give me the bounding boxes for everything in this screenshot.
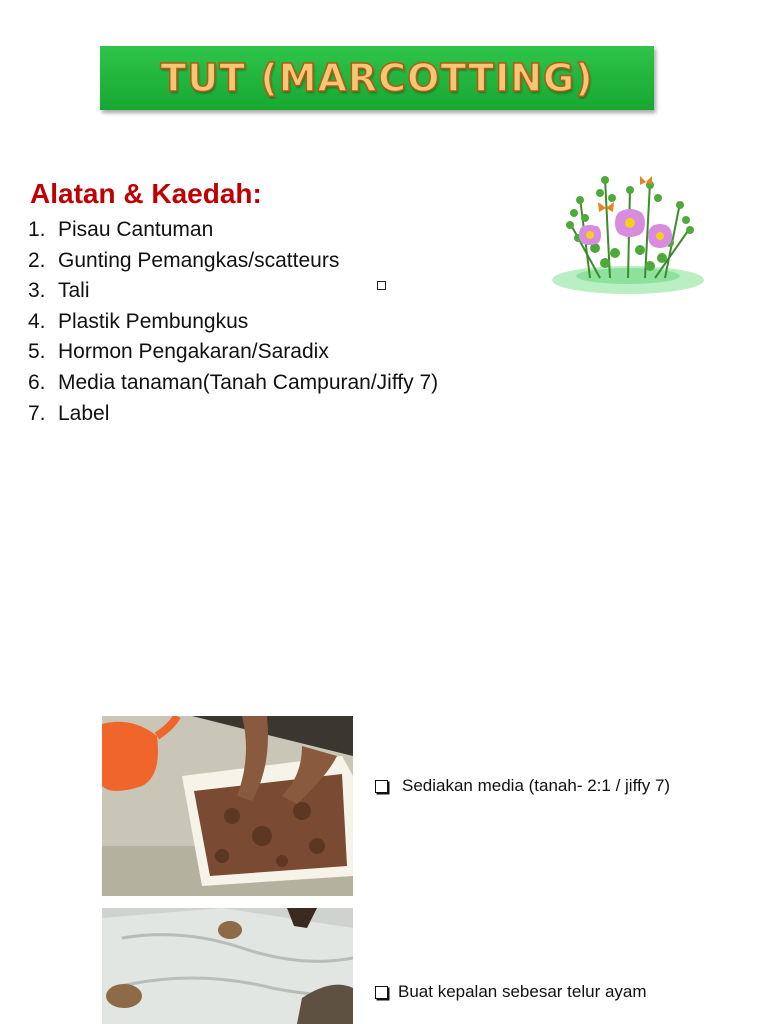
list-item-label: Media tanaman(Tanah Campuran/Jiffy 7) <box>58 370 439 394</box>
list-number: 2. <box>28 248 46 272</box>
list-item <box>28 399 438 430</box>
list-number: 4. <box>28 309 46 333</box>
list-item-label: Plastik Pembungkus <box>58 309 249 333</box>
list-number: 1. <box>28 218 46 241</box>
flower-clipart-image <box>550 168 706 296</box>
list-number: 3. <box>28 279 46 303</box>
checkbox-bullet-icon <box>375 780 388 793</box>
step-text: Buat kepalan sebesar telur ayam <box>398 982 647 1001</box>
list-item <box>28 337 438 368</box>
list-number: 5. <box>28 340 46 364</box>
tool-list <box>28 215 438 429</box>
list-item <box>28 246 438 277</box>
checkbox-bullet-icon <box>375 986 388 999</box>
page-title: TUT (MARCOTTING) <box>160 56 594 100</box>
step-item <box>375 982 647 1002</box>
list-item-label: Hormon Pengakaran/Saradix <box>58 340 329 364</box>
list-item-label: Label <box>58 401 110 425</box>
list-item <box>28 368 438 399</box>
list-number: 7. <box>28 401 46 425</box>
placeholder-square-icon <box>377 281 386 290</box>
list-number: 6. <box>28 370 46 394</box>
list-item-label: Pisau Cantuman <box>58 218 214 241</box>
list-item <box>28 307 438 338</box>
list-item-label: Tali <box>58 279 90 303</box>
list-item <box>28 215 438 246</box>
title-banner <box>100 46 654 110</box>
list-item-label: Gunting Pemangkas/scatteurs <box>58 248 340 272</box>
section-heading: Alatan & Kaedah: <box>30 178 262 209</box>
photo-preparing-soil-media <box>102 716 353 896</box>
photo-forming-soil-balls <box>102 908 353 1024</box>
step-text: Sediakan media (tanah- 2:1 / jiffy 7) <box>402 776 671 795</box>
step-item <box>375 776 670 796</box>
